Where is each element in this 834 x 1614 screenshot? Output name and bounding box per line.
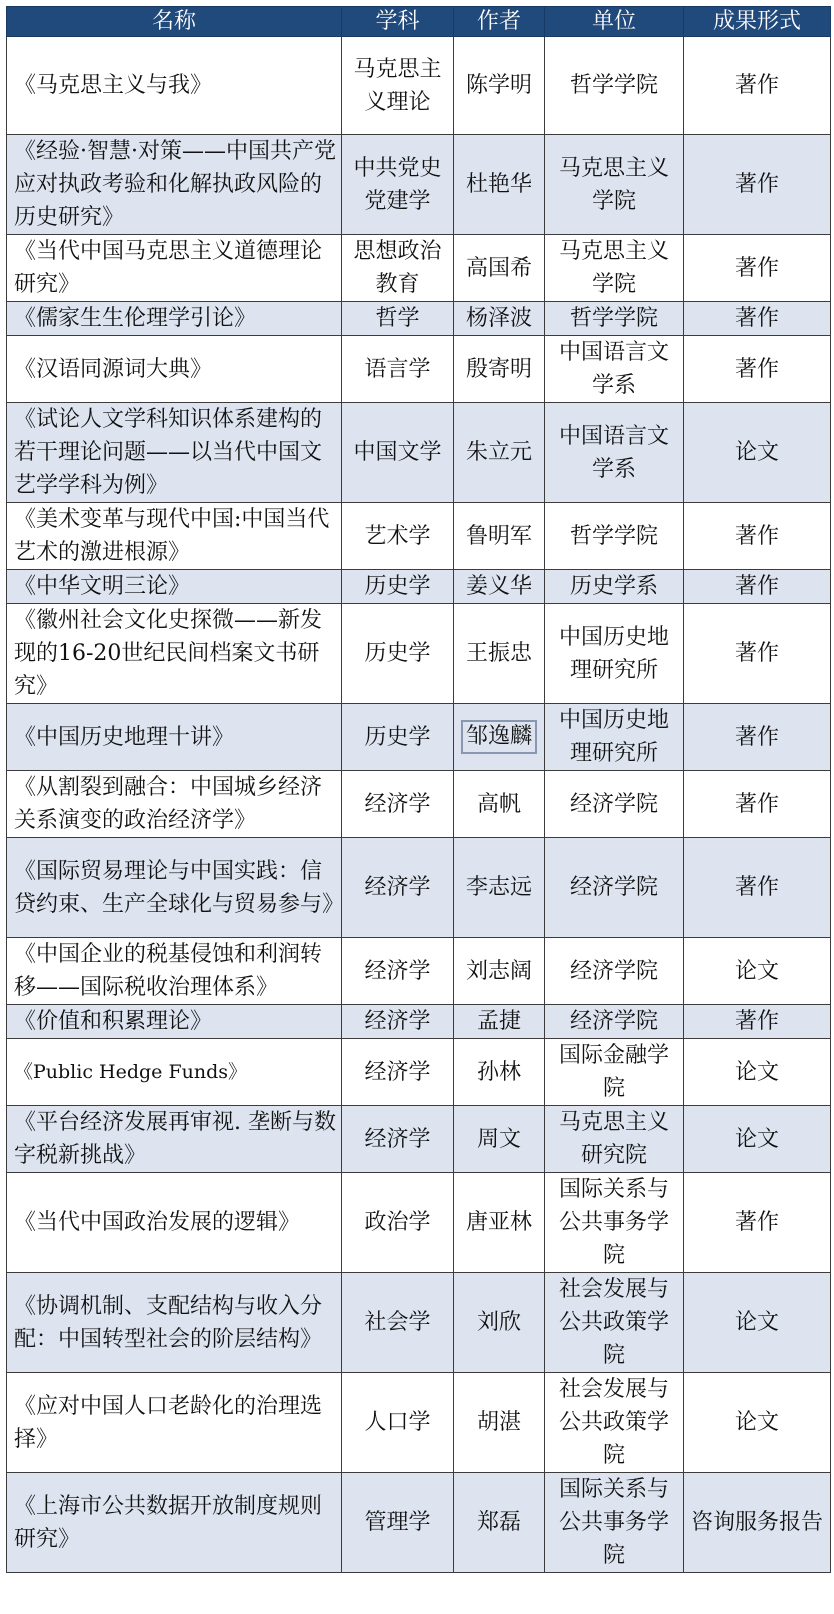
cell-author — [454, 704, 545, 771]
cell-name: 《平台经济发展再审视. 垄断与数字税新挑战》 — [7, 1106, 342, 1173]
highlighted-author: 邹逸麟 — [461, 720, 537, 754]
cell-form: 著作 — [684, 302, 831, 336]
cell-form: 论文 — [684, 1373, 831, 1473]
cell-name: 《经验·智慧·对策——中国共产党应对执政考验和化解执政风险的历史研究》 — [7, 135, 342, 235]
cell-subject: 历史学 — [342, 570, 454, 604]
cell-form: 著作 — [684, 336, 831, 403]
cell-name: 《从割裂到融合：中国城乡经济关系演变的政治经济学》 — [7, 771, 342, 838]
cell-unit: 马克思主义学院 — [545, 235, 684, 302]
cell-author: 周文 — [454, 1106, 545, 1173]
cell-unit: 哲学学院 — [545, 302, 684, 336]
cell-form: 著作 — [684, 503, 831, 570]
cell-author: 殷寄明 — [454, 336, 545, 403]
cell-form: 著作 — [684, 604, 831, 704]
cell-form: 著作 — [684, 570, 831, 604]
cell-form: 著作 — [684, 135, 831, 235]
table-row — [7, 1273, 831, 1373]
table-row — [7, 302, 831, 336]
table-row — [7, 135, 831, 235]
table-row — [7, 1473, 831, 1573]
cell-author: 孟捷 — [454, 1005, 545, 1039]
cell-subject: 马克思主义理论 — [342, 37, 454, 135]
table-row — [7, 403, 831, 503]
cell-unit: 哲学学院 — [545, 503, 684, 570]
table-row — [7, 604, 831, 704]
cell-author: 鲁明军 — [454, 503, 545, 570]
cell-subject: 中国文学 — [342, 403, 454, 503]
cell-unit: 中国历史地理研究所 — [545, 604, 684, 704]
header-subject: 学科 — [342, 7, 454, 37]
cell-author: 胡湛 — [454, 1373, 545, 1473]
cell-form: 著作 — [684, 704, 831, 771]
cell-subject: 社会学 — [342, 1273, 454, 1373]
cell-unit: 经济学院 — [545, 838, 684, 938]
cell-name: 《当代中国政治发展的逻辑》 — [7, 1173, 342, 1273]
cell-unit: 经济学院 — [545, 771, 684, 838]
cell-unit: 社会发展与公共政策学院 — [545, 1273, 684, 1373]
cell-unit: 国际关系与公共事务学院 — [545, 1473, 684, 1573]
table-row — [7, 704, 831, 771]
cell-form: 论文 — [684, 1039, 831, 1106]
cell-name: 《当代中国马克思主义道德理论研究》 — [7, 235, 342, 302]
cell-subject: 中共党史党建学 — [342, 135, 454, 235]
cell-unit: 国际金融学院 — [545, 1039, 684, 1106]
cell-subject: 历史学 — [342, 704, 454, 771]
table-header-row — [7, 7, 831, 37]
cell-author: 高帆 — [454, 771, 545, 838]
cell-name: 《价值和积累理论》 — [7, 1005, 342, 1039]
cell-subject: 政治学 — [342, 1173, 454, 1273]
table-row — [7, 1005, 831, 1039]
cell-unit: 哲学学院 — [545, 37, 684, 135]
cell-author: 陈学明 — [454, 37, 545, 135]
cell-form: 著作 — [684, 771, 831, 838]
cell-form: 咨询服务报告 — [684, 1473, 831, 1573]
cell-name: 《应对中国人口老龄化的治理选择》 — [7, 1373, 342, 1473]
cell-form: 著作 — [684, 1005, 831, 1039]
cell-unit: 中国语言文学系 — [545, 403, 684, 503]
cell-subject: 语言学 — [342, 336, 454, 403]
cell-author: 杨泽波 — [454, 302, 545, 336]
cell-unit: 经济学院 — [545, 1005, 684, 1039]
cell-unit: 马克思主义研究院 — [545, 1106, 684, 1173]
cell-subject: 历史学 — [342, 604, 454, 704]
cell-form: 论文 — [684, 1106, 831, 1173]
cell-unit: 经济学院 — [545, 938, 684, 1005]
cell-form: 论文 — [684, 403, 831, 503]
table-row — [7, 838, 831, 938]
cell-subject: 经济学 — [342, 1106, 454, 1173]
table-row — [7, 1039, 831, 1106]
table-row — [7, 570, 831, 604]
cell-unit: 历史学系 — [545, 570, 684, 604]
cell-subject: 经济学 — [342, 1039, 454, 1106]
cell-unit: 中国历史地理研究所 — [545, 704, 684, 771]
cell-author: 姜义华 — [454, 570, 545, 604]
cell-subject: 经济学 — [342, 771, 454, 838]
cell-unit: 中国语言文学系 — [545, 336, 684, 403]
cell-subject: 经济学 — [342, 838, 454, 938]
cell-subject: 经济学 — [342, 938, 454, 1005]
cell-author: 郑磊 — [454, 1473, 545, 1573]
cell-author: 王振忠 — [454, 604, 545, 704]
cell-author: 刘志阔 — [454, 938, 545, 1005]
cell-subject: 哲学 — [342, 302, 454, 336]
cell-name: 《儒家生生伦理学引论》 — [7, 302, 342, 336]
table-row — [7, 1106, 831, 1173]
cell-name: 《马克思主义与我》 — [7, 37, 342, 135]
header-author: 作者 — [454, 7, 545, 37]
cell-name: 《徽州社会文化史探微——新发现的16-20世纪民间档案文书研究》 — [7, 604, 342, 704]
cell-author: 孙林 — [454, 1039, 545, 1106]
table-row — [7, 503, 831, 570]
cell-subject: 思想政治教育 — [342, 235, 454, 302]
cell-author: 杜艳华 — [454, 135, 545, 235]
results-table — [6, 6, 831, 1573]
table-row — [7, 235, 831, 302]
cell-name: 《汉语同源词大典》 — [7, 336, 342, 403]
cell-author: 高国希 — [454, 235, 545, 302]
table-row — [7, 771, 831, 838]
cell-form: 论文 — [684, 1273, 831, 1373]
cell-unit: 马克思主义学院 — [545, 135, 684, 235]
table-row — [7, 1373, 831, 1473]
cell-subject: 经济学 — [342, 1005, 454, 1039]
cell-subject: 艺术学 — [342, 503, 454, 570]
header-form: 成果形式 — [684, 7, 831, 37]
table-row — [7, 1173, 831, 1273]
cell-name: 《国际贸易理论与中国实践：信贷约束、生产全球化与贸易参与》 — [7, 838, 342, 938]
cell-form: 著作 — [684, 838, 831, 938]
table-row — [7, 336, 831, 403]
cell-author: 唐亚林 — [454, 1173, 545, 1273]
cell-author: 李志远 — [454, 838, 545, 938]
cell-subject: 管理学 — [342, 1473, 454, 1573]
cell-form: 著作 — [684, 1173, 831, 1273]
table-row — [7, 938, 831, 1005]
header-name: 名称 — [7, 7, 342, 37]
cell-name: 《中国企业的税基侵蚀和利润转移——国际税收治理体系》 — [7, 938, 342, 1005]
cell-name: 《美术变革与现代中国:中国当代艺术的激进根源》 — [7, 503, 342, 570]
cell-name: 《协调机制、支配结构与收入分配：中国转型社会的阶层结构》 — [7, 1273, 342, 1373]
cell-form: 论文 — [684, 938, 831, 1005]
cell-name: 《Public Hedge Funds》 — [7, 1039, 342, 1106]
cell-subject: 人口学 — [342, 1373, 454, 1473]
cell-unit: 社会发展与公共政策学院 — [545, 1373, 684, 1473]
cell-unit: 国际关系与公共事务学院 — [545, 1173, 684, 1273]
header-unit: 单位 — [545, 7, 684, 37]
cell-name: 《中华文明三论》 — [7, 570, 342, 604]
cell-author: 刘欣 — [454, 1273, 545, 1373]
cell-name: 《试论人文学科知识体系建构的若干理论问题——以当代中国文艺学学科为例》 — [7, 403, 342, 503]
cell-name: 《上海市公共数据开放制度规则研究》 — [7, 1473, 342, 1573]
results-table-container — [6, 6, 830, 1573]
cell-author: 朱立元 — [454, 403, 545, 503]
cell-form: 著作 — [684, 37, 831, 135]
table-row — [7, 37, 831, 135]
cell-form: 著作 — [684, 235, 831, 302]
cell-name: 《中国历史地理十讲》 — [7, 704, 342, 771]
